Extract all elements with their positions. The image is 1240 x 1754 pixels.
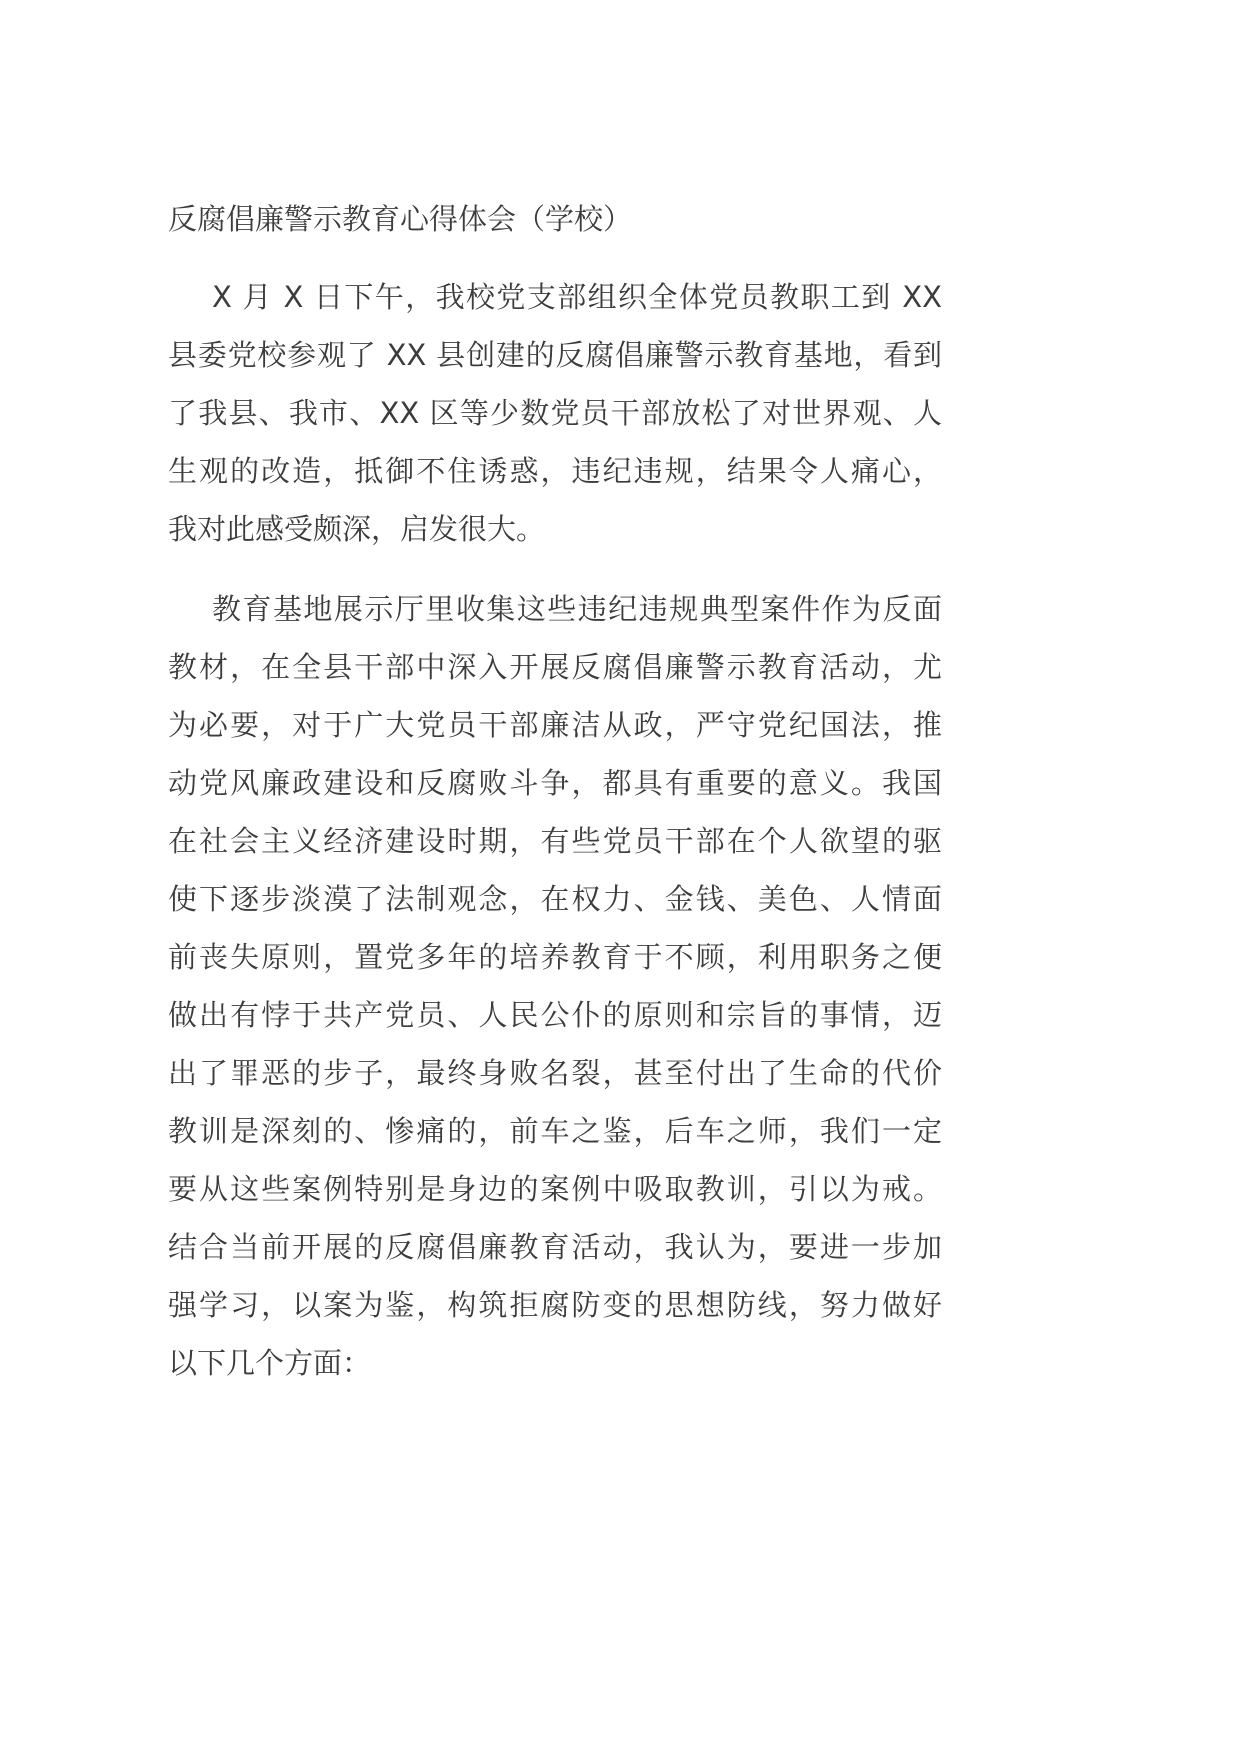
paragraph-line: 以下几个方面： xyxy=(168,1346,372,1380)
paragraph-line: 前丧失原则，置党多年的培养教育于不顾，利用职务之便 xyxy=(168,940,942,974)
paragraph-line: 使下逐步淡漠了法制观念，在权力、金钱、美色、人情面 xyxy=(168,882,942,916)
paragraph-line: 做出有悖于共产党员、人民公仆的原则和宗旨的事情，迈 xyxy=(168,998,942,1032)
paragraph-line: 县委党校参观了 XX 县创建的反腐倡廉警示教育基地，看到 xyxy=(168,338,942,372)
document-page xyxy=(168,190,942,1414)
paragraph-line: 我对此感受颇深，启发很大。 xyxy=(168,512,546,546)
paragraph-line: 教训是深刻的、惨痛的，前车之鉴，后车之师，我们一定 xyxy=(168,1114,942,1148)
paragraph-line: 教育基地展示厅里收集这些违纪违规典型案件作为反面 xyxy=(212,592,942,626)
paragraph-line: 出了罪恶的步子，最终身败名裂，甚至付出了生命的代价 xyxy=(168,1056,942,1090)
paragraph-line: X 月 X 日下午，我校党支部组织全体党员教职工到 XX xyxy=(212,280,942,314)
paragraph-line: 要从这些案例特别是身边的案例中吸取教训，引以为戒。 xyxy=(168,1172,942,1206)
paragraph-2 xyxy=(168,580,942,1392)
paragraph-line: 教材，在全县干部中深入开展反腐倡廉警示教育活动，尤 xyxy=(168,650,942,684)
paragraph-line: 了我县、我市、XX 区等少数党员干部放松了对世界观、人 xyxy=(168,396,942,430)
paragraph-line: 动党风廉政建设和反腐败斗争，都具有重要的意义。我国 xyxy=(168,766,942,800)
paragraph-line: 生观的改造，抵御不住诱惑，违纪违规，结果令人痛心， xyxy=(168,454,942,488)
document-title: 反腐倡廉警示教育心得体会（学校） xyxy=(168,202,633,236)
paragraph-line: 在社会主义经济建设时期，有些党员干部在个人欲望的驱 xyxy=(168,824,942,858)
paragraph-line: 结合当前开展的反腐倡廉教育活动，我认为，要进一步加 xyxy=(168,1230,942,1264)
paragraph-1 xyxy=(168,268,942,558)
paragraph-line: 为必要，对于广大党员干部廉洁从政，严守党纪国法，推 xyxy=(168,708,942,742)
paragraph-line: 强学习，以案为鉴，构筑拒腐防变的思想防线，努力做好 xyxy=(168,1288,942,1322)
